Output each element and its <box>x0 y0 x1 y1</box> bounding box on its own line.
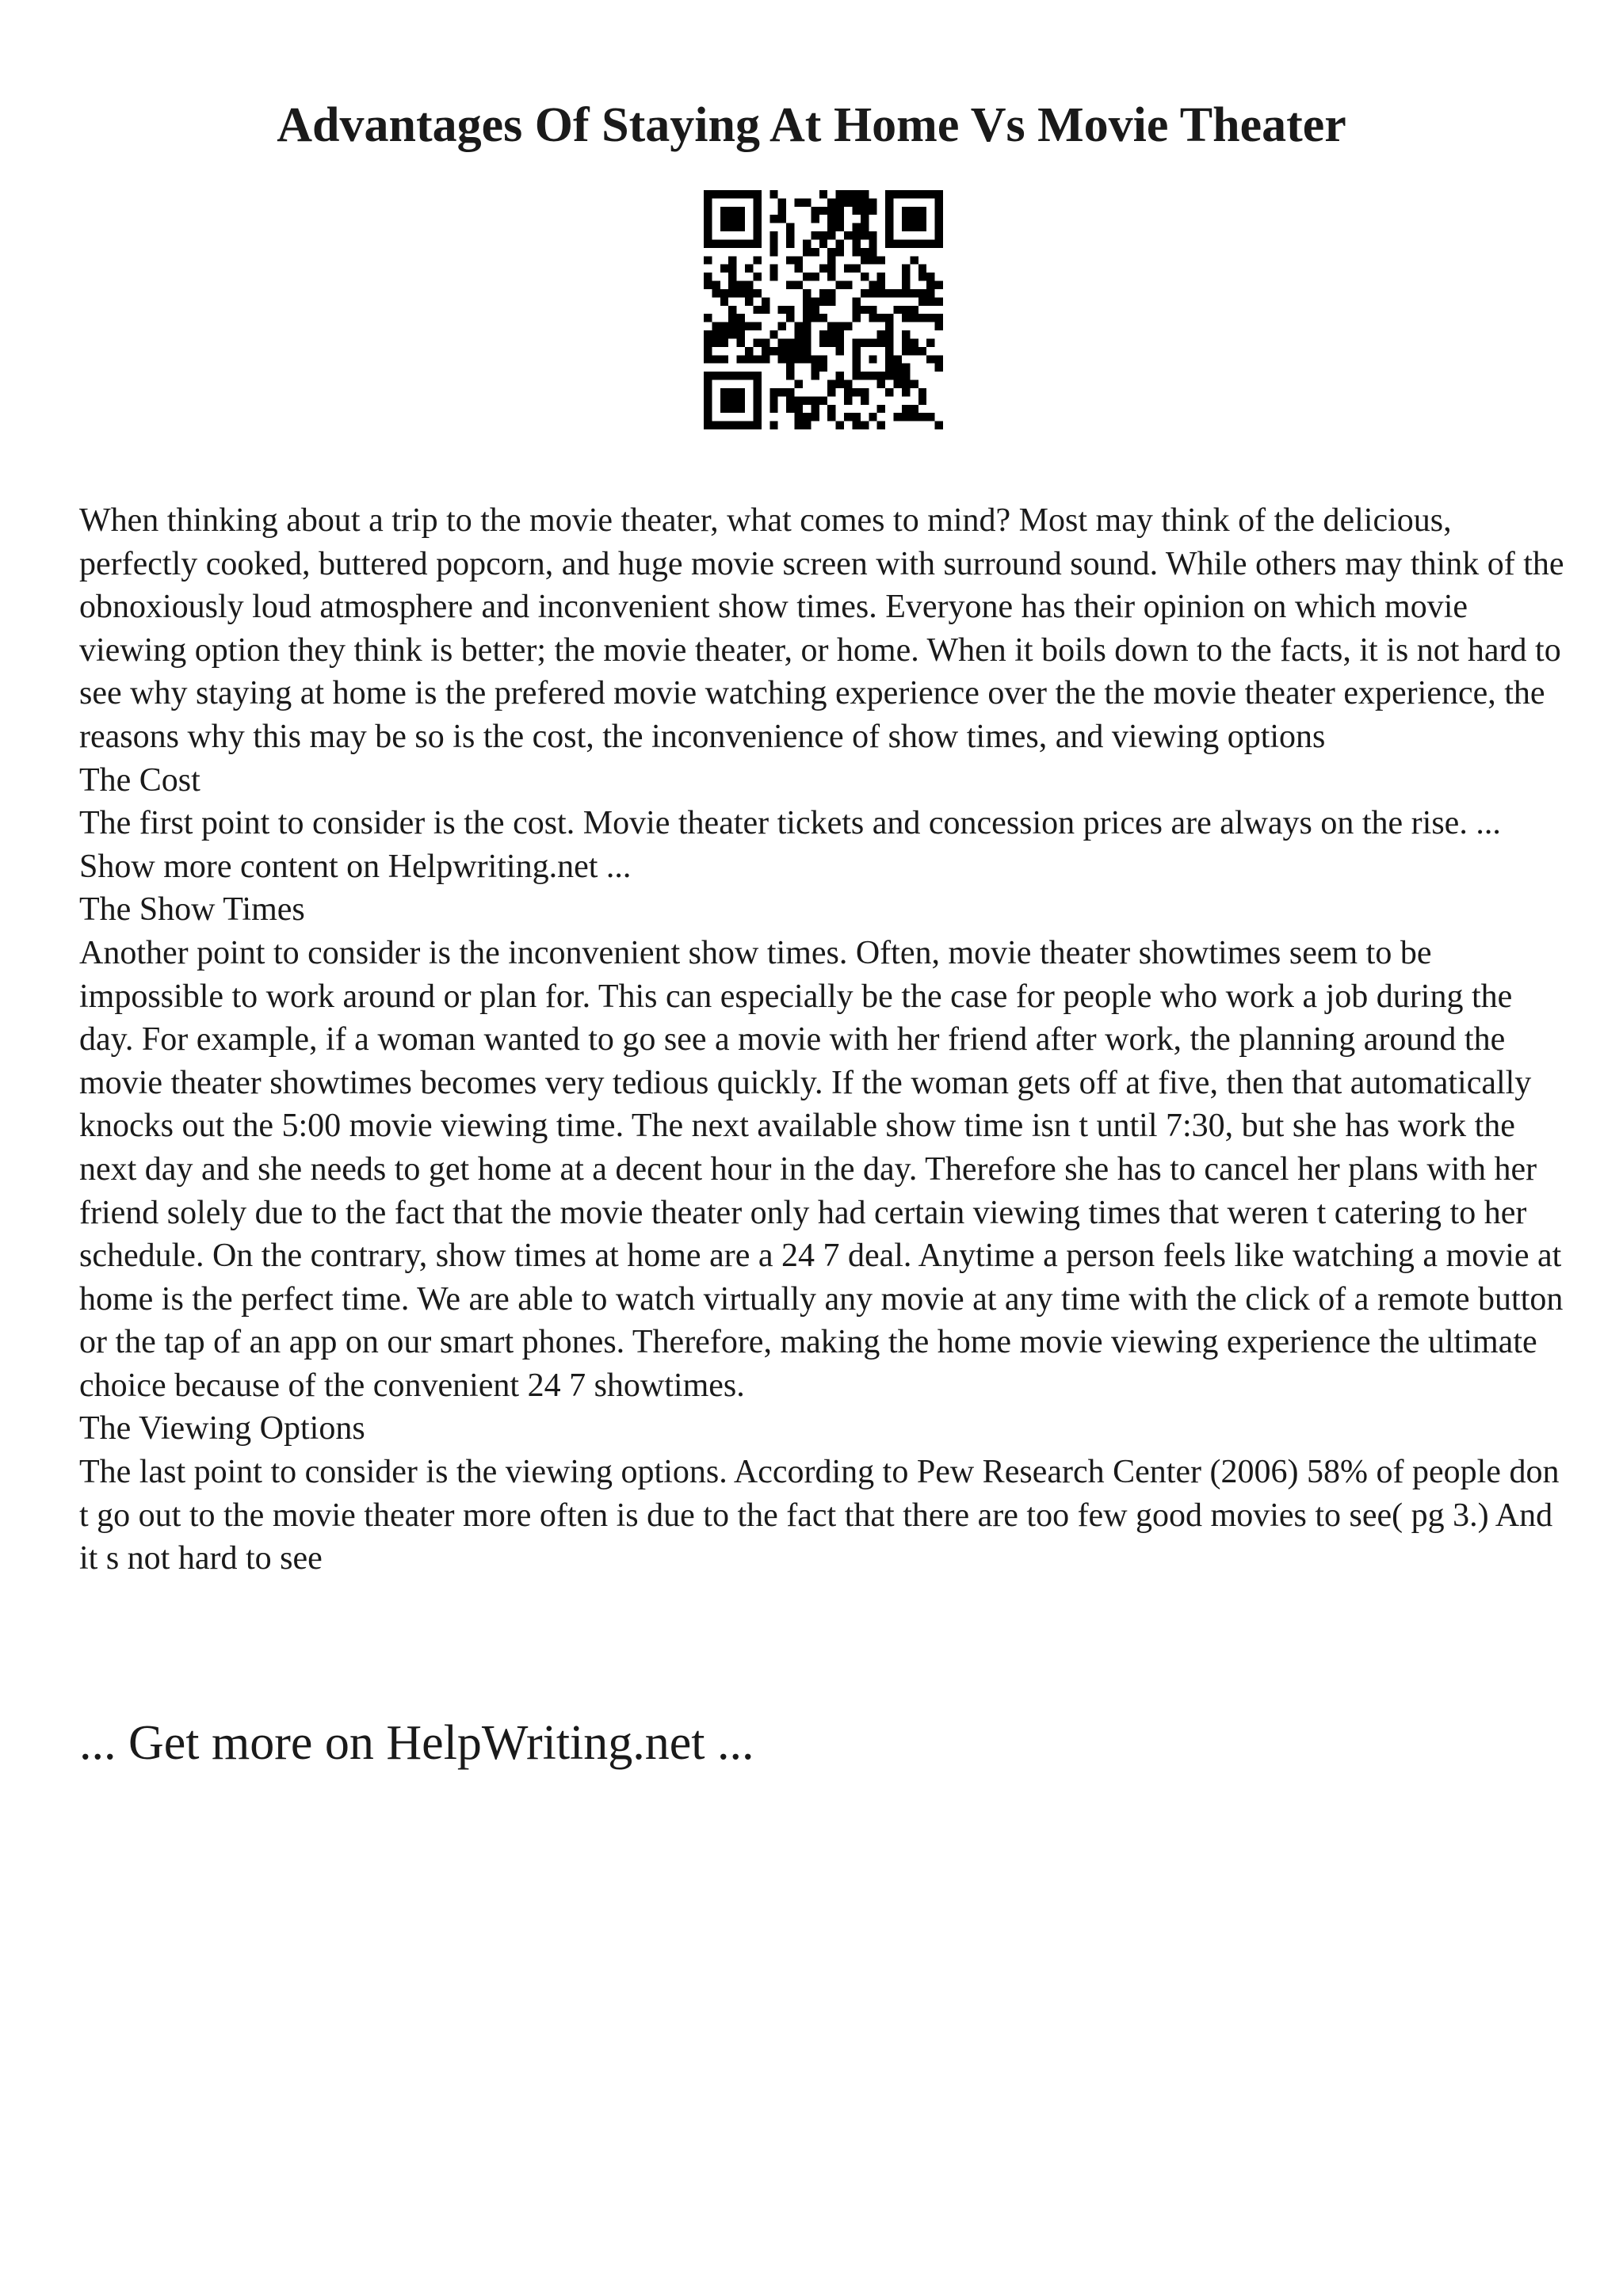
document-body <box>79 499 1569 1581</box>
document-title: Advantages Of Staying At Home Vs Movie Theater <box>277 98 1346 152</box>
section-heading-viewing-options: The Viewing Options <box>79 1410 365 1447</box>
intro-paragraph: When thinking about a trip to the movie theater, what comes to mind? Most may think of the delicious, perfectly cooked, buttered popcorn, and huge movie screen with surround sound. While others may think of the obnoxiously loud atmosphere and inconvenient show times. Everyone has their opinion on which movie viewing option they think is better; the movie theater, or home. When it boils down to the facts, it is not hard to see why staying at home is the prefered movie watching experience over the the movie theater experience, the reasons why this may be so is the cost, the inconvenience of show times, and viewing options <box>79 502 1564 755</box>
viewing-options-paragraph: The last point to consider is the viewing options. According to Pew Research Center (2006) 58% of people don t go out to the movie theater more often is due to the fact that there are too few good movies to see( pg 3.) And it s not hard to see <box>79 1454 1560 1577</box>
cost-paragraph: The first point to consider is the cost. Movie theater tickets and concession prices are always on the rise. ... Show more content on Helpwriting.net ... <box>79 805 1501 885</box>
get-more-link[interactable]: ... Get more on HelpWriting.net ... <box>79 1716 754 1770</box>
section-heading-cost: The Cost <box>79 761 200 799</box>
section-heading-show-times: The Show Times <box>79 891 305 929</box>
show-times-paragraph: Another point to consider is the inconvenient show times. Often, movie theater showtimes seem to be impossible to work around or plan for. This can especially be the case for people who work a job during the day. For example, if a woman wanted to go see a movie with her friend after work, the planning around the movie theater showtimes becomes very tedious quickly. If the woman gets off at five, then that automatically knocks out the 5:00 movie viewing time. The next available show time isn t until 7:30, but she has work the next day and she needs to get home at a decent hour in the day. Therefore she has to cancel her plans with her friend solely due to the fact that the movie theater only had certain viewing times that weren t catering to her schedule. On the contrary, show times at home are a 24 7 deal. Anytime a person feels like watching a movie at home is the perfect time. We are able to watch virtually any movie at any time with the click of a remote button or the tap of an app on our smart phones. Therefore, making the home movie viewing experience the ultimate choice because of the convenient 24 7 showtimes. <box>79 934 1564 1404</box>
qr-code-icon[interactable] <box>704 190 943 429</box>
